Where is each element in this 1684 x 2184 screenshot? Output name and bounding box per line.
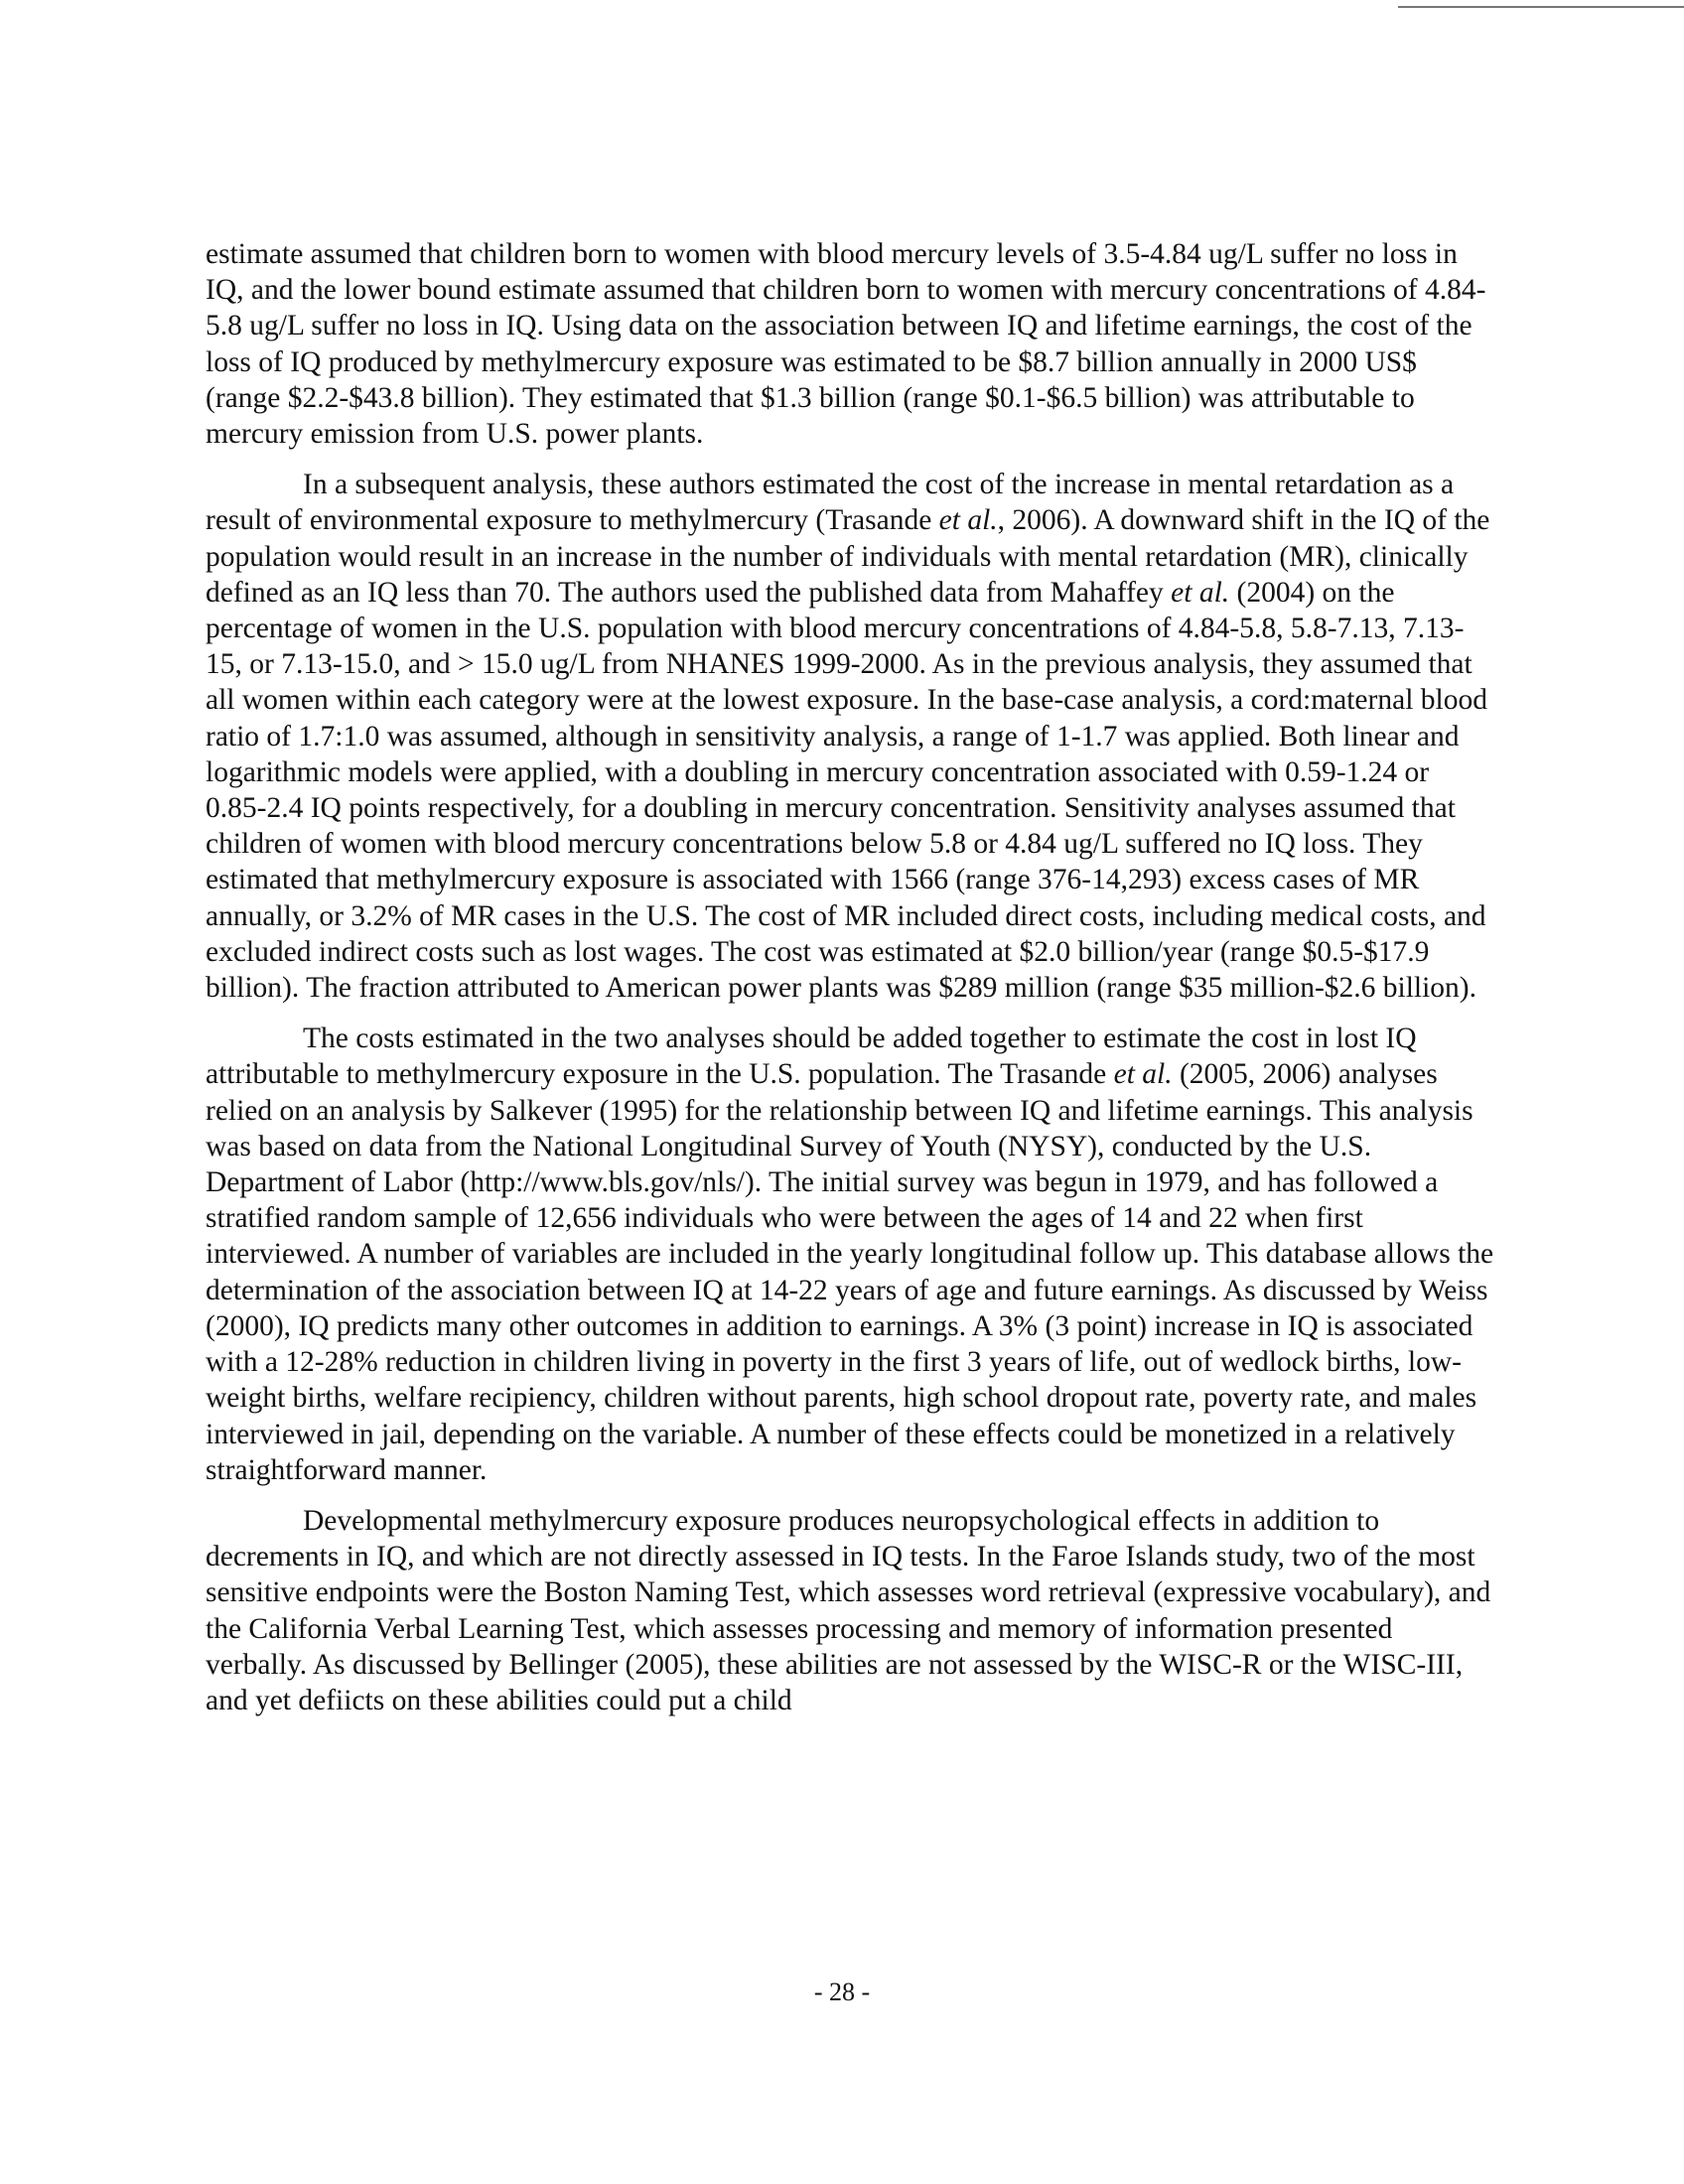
top-edge-rule — [1398, 6, 1684, 8]
paragraph-1: estimate assumed that children born to women with blood mercury levels of 3.5-4.84 ug/L suffer no loss in IQ, and the lower bound estimate assumed that children born to women with mercury concentrations of 4.84-5.8 ug/L suffer no loss in IQ. Using data on the association between IQ and lifetime earnings, the cost of the loss of IQ produced by methylmercury exposure was estimated to be $8.7 billion annually in 2000 US$ (range $2.2-$43.8 billion). They estimated that $1.3 billion (range $0.1-$6.5 billion) was attributable to mercury emission from U.S. power plants. — [206, 238, 1486, 451]
paragraph-3: The costs estimated in the two analyses should be added together to estimate the cost in lost IQ attributable to methylmercury exposure in the U.S. population. The Trasande et al. (2005, 2006) analyses relied on an analysis by Salkever (1995) for the relationship between IQ and lifetime earnings. This analysis was based on data from the National Longitudinal Survey of Youth (NYSY), conducted by the U.S. Department of Labor (http://www.bls.gov/nls/). The initial survey was begun in 1979, and has followed a stratified random sample of 12,656 individuals who were between the ages of 14 and 22 when first interviewed. A number of variables are included in the yearly longitudinal follow up. This database allows the determination of the association between IQ at 14-22 years of age and future earnings. As discussed by Weiss (2000), IQ predicts many other outcomes in addition to earnings. A 3% (3 point) increase in IQ is associated with a 12-28% reduction in children living in poverty in the first 3 years of life, out of wedlock births, low-weight births, welfare recipiency, children without parents, high school dropout rate, poverty rate, and males interviewed in jail, depending on the variable. A number of these effects could be monetized in a relatively straightforward manner. — [206, 1023, 1494, 1486]
page-number: - 28 - — [813, 1978, 871, 2006]
paragraph-2: In a subsequent analysis, these authors estimated the cost of the increase in mental retardation as a result of environmental exposure to methylmercury (Trasande et al., 2006). A downward shift in the IQ of the population would result in an increase in the number of individuals with mental retardation (MR), clinically defined as an IQ less than 70. The authors used the published data from Mahaffey et al. (2004) on the percentage of women in the U.S. population with blood mercury concentrations of 4.84-5.8, 5.8-7.13, 7.13-15, or 7.13-15.0, and > 15.0 ug/L from NHANES 1999-2000. As in the previous analysis, they assumed that all women within each category were at the lowest exposure. In the base-case analysis, a cord:maternal blood ratio of 1.7:1.0 was assumed, although in sensitivity analysis, a range of 1-1.7 was applied. Both linear and logarithmic models were applied, with a doubling in mercury concentration associated with 0.59-1.24 or 0.85-2.4 IQ points respectively, for a doubling in mercury concentration. Sensitivity analyses assumed that children of women with blood mercury concentrations below 5.8 or 4.84 ug/L suffered no IQ loss. They estimated that methylmercury exposure is associated with 1566 (range 376-14,293) excess cases of MR annually, or 3.2% of MR cases in the U.S. The cost of MR included direct costs, including medical costs, and excluded indirect costs such as lost wages. The cost was estimated at $2.0 billion/year (range $0.5-$17.9 billion). The fraction attributed to American power plants was $289 million (range $35 million-$2.6 billion). — [206, 469, 1490, 1005]
document-body — [206, 236, 1496, 1718]
paragraph-4: Developmental methylmercury exposure produces neuropsychological effects in addition to decrements in IQ, and which are not directly assessed in IQ tests. In the Faroe Islands study, two of the most sensitive endpoints were the Boston Naming Test, which assesses word retrieval (expressive vocabulary), and the California Verbal Learning Test, which assesses processing and memory of information presented verbally. As discussed by Bellinger (2005), these abilities are not assessed by the WISC-R or the WISC-III, and yet defiicts on these abilities could put a child — [206, 1504, 1491, 1716]
